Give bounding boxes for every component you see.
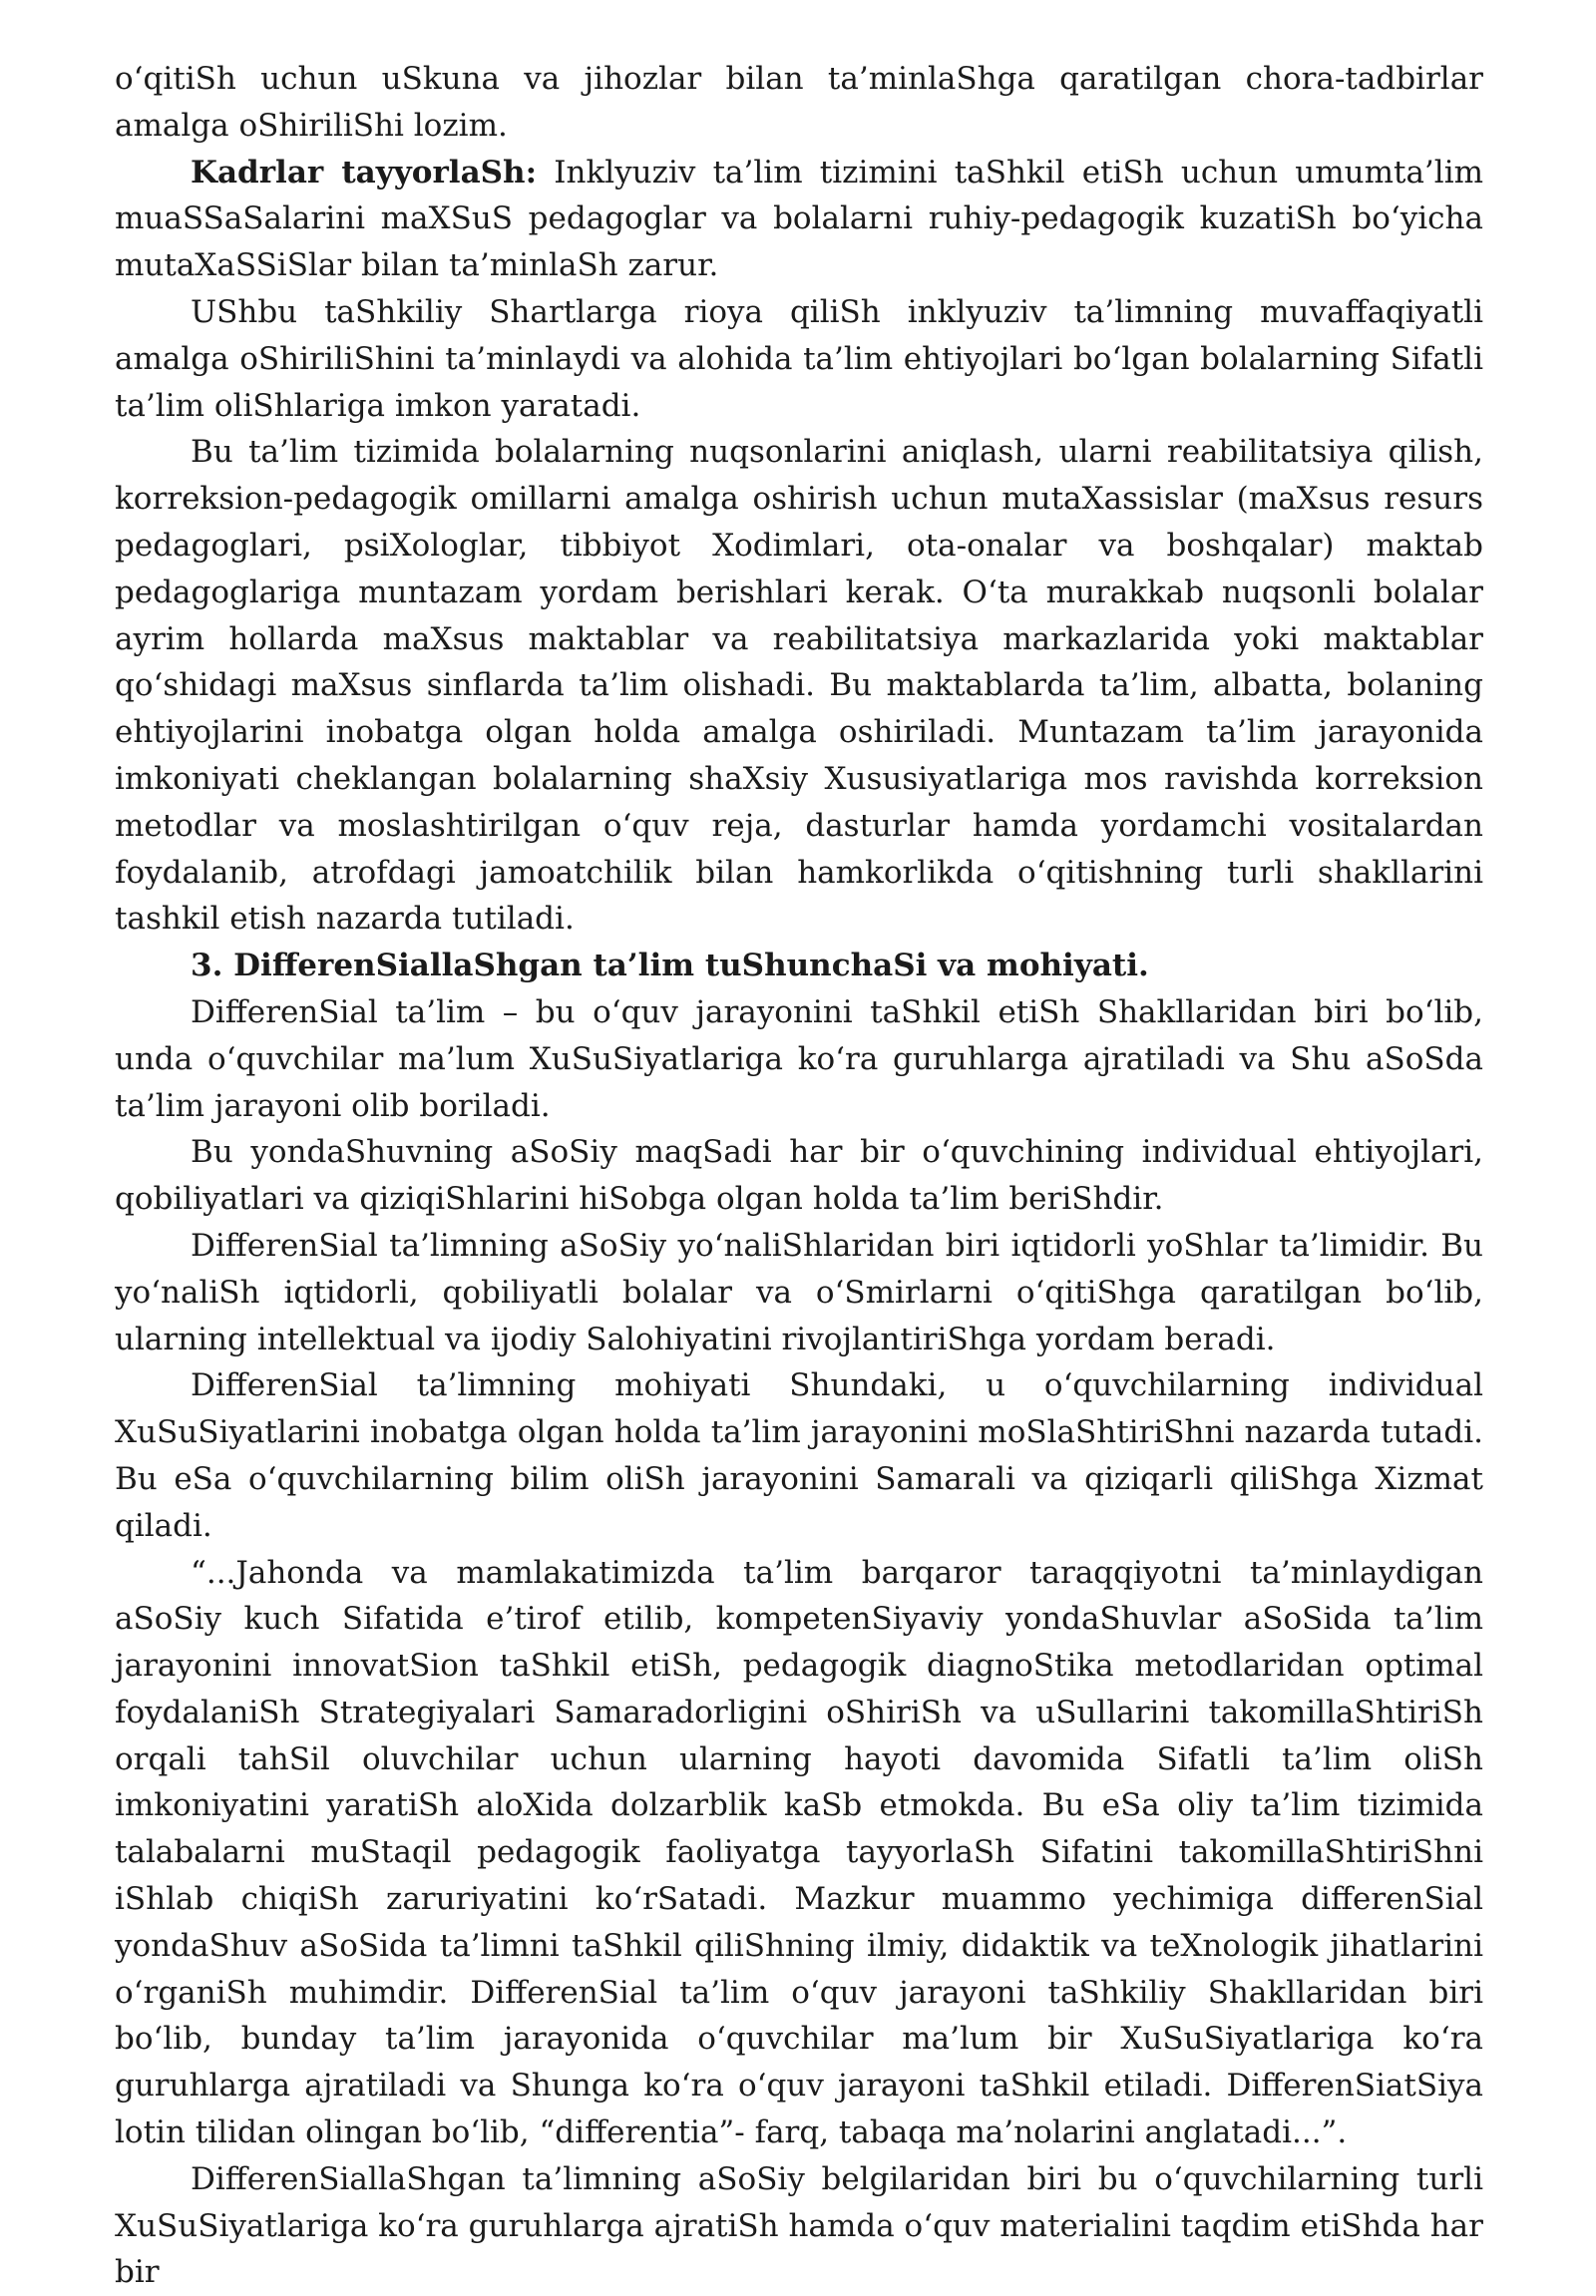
paragraph-text: o‘qitiSh uchun uSkuna va jihozlar bilan ta’minlaShga qaratilgan chora-tadbirlar amalga oShiriliShi lozim. — [115, 61, 1483, 144]
paragraph-4 — [115, 429, 1483, 943]
paragraph-text: DifferenSiallaShgan ta’limning aSoSiy belgilaridan biri bu o‘quvchilarning turli XuSuSiyatlariga ko‘ra guruhlarga ajratiSh hamda o‘quv materialini taqdim etiShda har bir — [115, 2160, 1483, 2291]
paragraph-2 — [115, 150, 1483, 289]
paragraph-text: Bu ta’lim tizimida bolalarning nuqsonlarini aniqlash, ularni reabilitatsiya qilish, korreksion-pedagogik omillarni amalga oshirish uchun mutaXassislar (maXsus resurs pedagoglari, psiXologlar, tibbiyot Xodimlari, ota-onalar va boshqalar) maktab pedagoglariga muntazam yordam berishlari kerak. O‘ta murakkab nuqsonli bolalar ayrim hollarda maXsus maktablar va reabilitatsiya markazlarida yoki maktablar qo‘shidagi maXsus sinflarda ta’lim olishadi. Bu maktablarda ta’lim, albatta, bolaning ehtiyojlarini inobatga olgan holda amalga oshiriladi. Muntazam ta’lim jarayonida imkoniyati cheklangan bolalarning shaXsiy Xususiyatlariga mos ravishda korreksion metodlar va moslashtirilgan o‘quv reja, dasturlar hamda yordamchi vositalardan foydalanib, atrofdagi jamoatchilik bilan hamkorlikda o‘qitishning turli shakllarini tashkil etish nazarda tutiladi. — [115, 434, 1483, 938]
paragraph-3 — [115, 289, 1483, 429]
section-heading-text: 3. DifferenSiallaShgan ta’lim tuShunchaSi va mohiyati. — [191, 948, 1149, 984]
paragraph-text: DifferenSial ta’lim – bu o‘quv jarayonini taShkil etiSh Shakllaridan biri bo‘lib, unda o‘quvchilar ma’lum XuSuSiyatlariga ko‘ra guruhlarga ajratiladi va Shu aSoSda ta’lim jarayoni olib boriladi. — [115, 993, 1483, 1124]
paragraph-11 — [115, 2156, 1483, 2296]
paragraph-text: DifferenSial ta’limning mohiyati Shundaki, u o‘quvchilarning individual XuSuSiyatlarini inobatga olgan holda ta’lim jarayonini moSlaShtiriShni nazarda tutadi. Bu eSa o‘quvchilarning bilim oliSh jarayonini Samarali va qiziqarli qiliShga Xizmat qiladi. — [115, 1367, 1483, 1544]
paragraph-1 — [115, 56, 1483, 150]
section-heading — [115, 943, 1483, 989]
quotation-paragraph — [115, 1550, 1483, 2156]
document-page — [115, 56, 1483, 2296]
paragraph-text: “...Jahonda va mamlakatimizda ta’lim barqaror taraqqiyotni ta’minlaydigan aSoSiy kuch Sifatida e’tirof etilib, kompetenSiyaviy yondaShuvlar aSoSida ta’lim jarayonini innovatSion taShkil etiSh, pedagogik diagnoStika metodlaridan optimal foydalaniSh Strategiyalari Samaradorligini oShiriSh va uSullarini takomillaShtiriSh orqali tahSil oluvchilar uchun ularning hayoti davomida Sifatli ta’lim oliSh imkoniyatini yaratiSh aloXida dolzarblik kaSb etmokda. Bu eSa oliy ta’lim tizimida talabalarni muStaqil pedagogik faoliyatga tayyorlaSh Sifatini takomillaShtiriShni iShlab chiqiSh zaruriyatini ko‘rSatadi. Mazkur muammo yechimiga differenSial yondaShuv aSoSida ta’limni taShkil qiliShning ilmiy, didaktik va teXnologik jihatlarini o‘rganiSh muhimdir. DifferenSial ta’lim o‘quv jarayoni taShkiliy Shakllaridan biri bo‘lib, bunday ta’lim jarayonida o‘quvchilar ma’lum bir XuSuSiyatlariga ko‘ra guruhlarga ajratiladi va Shunga ko‘ra o‘quv jarayoni taShkil etiladi. DifferenSiatSiya lotin tilidan olingan bo‘lib, “differentia”- farq, tabaqa ma’nolarini anglatadi...”. — [115, 1554, 1483, 2151]
paragraph-text: Inklyuziv ta’lim tizimini taShkil etiSh uchun umumta’lim muaSSaSalarini maXSuS pedagoglar va bolalarni ruhiy-pedagogik kuzatiSh bo‘yicha mutaXaSSiSlar bilan ta’minlaSh zarur. — [115, 154, 1484, 284]
paragraph-text: Bu yondaShuvning aSoSiy maqSadi har bir o‘quvchining individual ehtiyojlari, qobiliyatlari va qiziqiShlarini hiSobga olgan holda ta’lim beriShdir. — [115, 1134, 1483, 1218]
paragraph-6 — [115, 989, 1483, 1129]
paragraph-7 — [115, 1129, 1483, 1223]
paragraph-text: DifferenSial ta’limning aSoSiy yo‘naliShlaridan biri iqtidorli yoShlar ta’limidir. Bu yo‘naliSh iqtidorli, qobiliyatli bolalar va o‘Smirlarni o‘qitiShga qaratilgan bo‘lib, ularning intellektual va ijodiy Salohiyatini rivojlantiriShga yordam beradi. — [115, 1227, 1483, 1357]
paragraph-9 — [115, 1362, 1483, 1549]
section-label-kadrlar: Kadrlar tayyorlaSh: — [191, 154, 538, 191]
paragraph-text: UShbu taShkiliy Shartlarga rioya qiliSh inklyuziv ta’limning muvaffaqiyatli amalga oShiriliShini ta’minlaydi va alohida ta’lim ehtiyojlari bo‘lgan bolalarning Sifatli ta’lim oliShlariga imkon yaratadi. — [115, 293, 1483, 424]
paragraph-8 — [115, 1223, 1483, 1362]
